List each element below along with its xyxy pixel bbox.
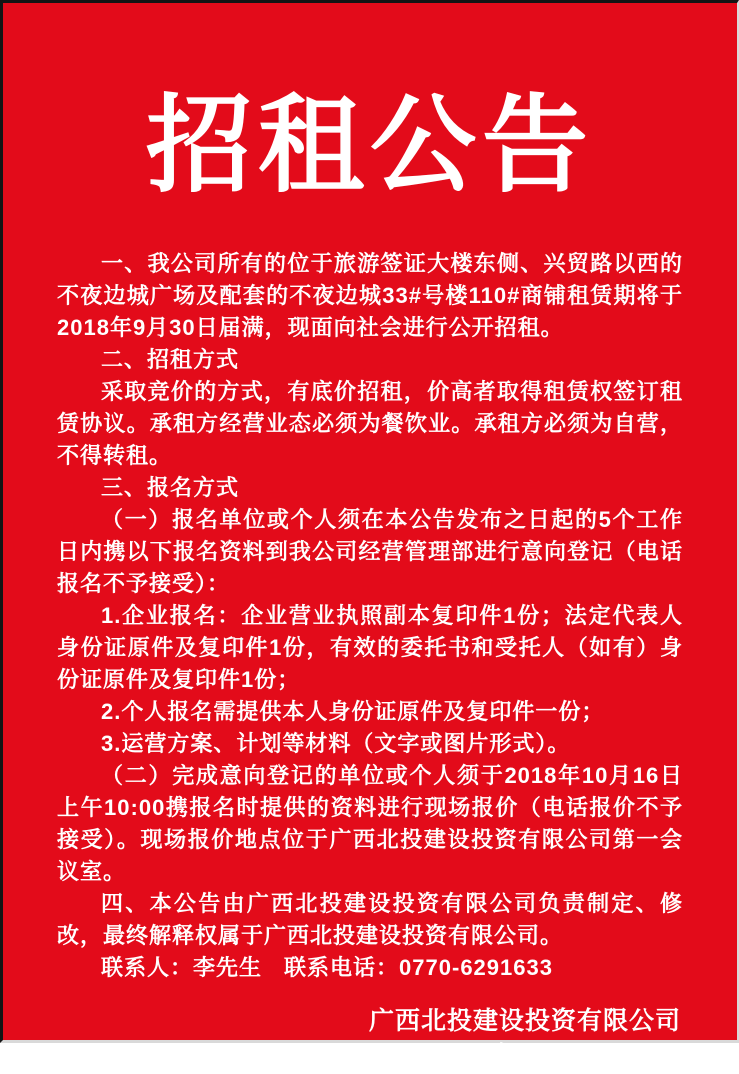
paragraph-registration: （一）报名单位或个人须在本公告发布之日起的5个工作日内携以下报名资料到我公司经营管理部进行意向登记（电话报名不予接受）： <box>57 507 683 597</box>
contact-phone-number: 0770-6291633 <box>399 955 553 981</box>
poster-body <box>57 248 683 1074</box>
paragraph-enterprise-docs: 1.企业报名：企业营业执照副本复印件1份；法定代表人身份证原件及复印件1份，有效的委托书和受托人（如有）身份证原件及复印件1份； <box>57 603 683 693</box>
contact-phone-label: 联系电话： <box>284 955 400 981</box>
paragraph-interpretation: 四、本公告由广西北投建设投资有限公司负责制定、修改，最终解释权属于广西北投建设投资有限公司。 <box>57 891 683 949</box>
paragraph-bidding: （二）完成意向登记的单位或个人须于2018年10月16日上午10:00携报名时提供的资料进行现场报价（电话报价不予接受）。现场报价地点位于广西北投建设投资有限公司第一会议室。 <box>57 763 683 885</box>
paragraph-individual-docs: 2.个人报名需提供本人身份证原件及复印件一份； <box>101 699 605 725</box>
poster-title: 招租公告 <box>146 88 594 205</box>
paragraph-plan-docs: 3.运营方案、计划等材料（文字或图片形式）。 <box>101 731 571 757</box>
heading-section-3: 三、报名方式 <box>101 475 240 501</box>
paragraph-method: 采取竞价的方式，有底价招租，价高者取得租赁权签订租赁协议。承租方经营业态必须为餐饮业。承租方必须为自营，不得转租。 <box>57 379 683 469</box>
contact-person-label: 联系人： <box>101 955 194 981</box>
contact-line <box>57 952 683 984</box>
paragraph-intro: 一、我公司所有的位于旅游签证大楼东侧、兴贸路以西的不夜边城广场及配套的不夜边城33#号楼110#商铺租赁期将于2018年9月30日届满，现面向社会进行公开招租。 <box>57 251 683 341</box>
signature-block <box>369 1004 681 1074</box>
signature-company: 广西北投建设投资有限公司 <box>368 1007 681 1036</box>
contact-person-name: 李先生 <box>193 955 263 981</box>
signature-date: 2018年9月30日 <box>433 1042 617 1071</box>
heading-section-2: 二、招租方式 <box>101 347 240 373</box>
